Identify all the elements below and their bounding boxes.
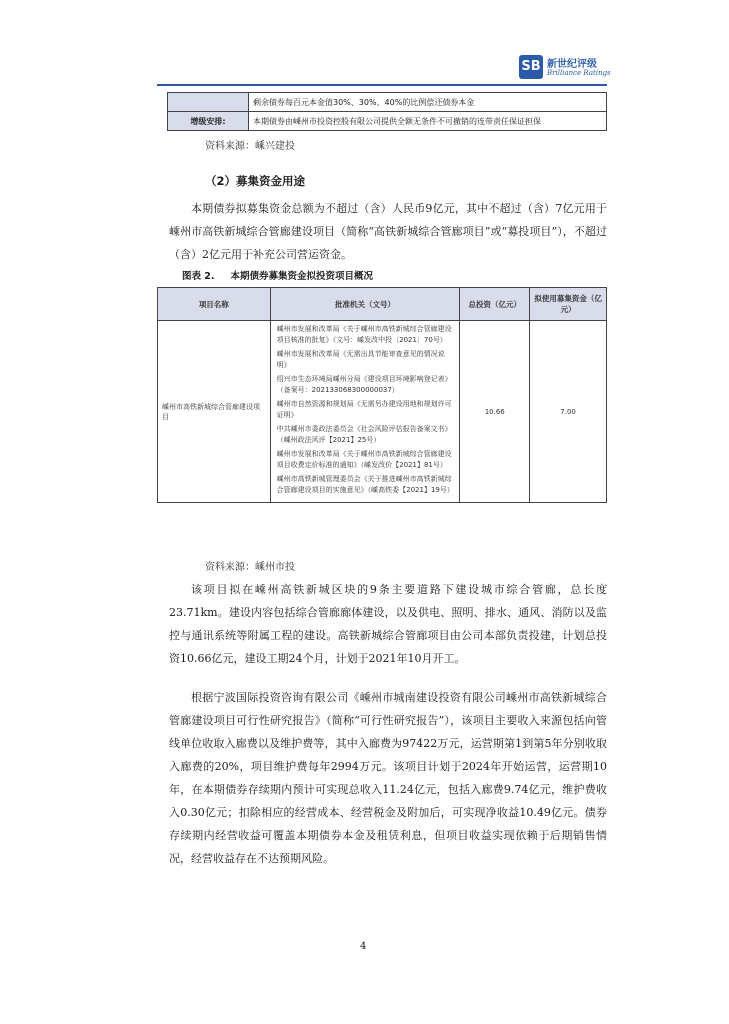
row-value: 本期债券由嵊州市投资控股有限公司提供全额无条件不可撤销的连带责任保证担保	[249, 112, 607, 131]
table-header-row	[158, 288, 607, 321]
table-caption	[182, 268, 389, 282]
approval-item: 嵊州市高铁新城管理委员会《关于推进嵊州市高铁新城综合管廊建设项目的实施意见》（嵊高铁委【2021】19号）	[276, 475, 454, 494]
header-rule	[157, 84, 607, 86]
raised-funds-cell: 7.00	[530, 321, 607, 503]
approval-item: 嵊州市发展和改革局《关于嵊州市高铁新城综合管廊建设项目收费定价标准的通知》（嵊发改价【2021】81号）	[276, 450, 452, 469]
caption-title: 本期债券募集资金拟投资项目概况	[230, 271, 374, 282]
source-note: 资料来源：嵊州市投	[205, 562, 295, 573]
investment-project-table	[157, 287, 607, 503]
column-header: 批准机关（文号）	[270, 288, 460, 321]
approval-item: 绍兴市生态环境局嵊州分局《建设项目环境影响登记表》（备案号：202133068300000037）	[276, 375, 452, 394]
approval-item: 嵊州市发展和改革局《无需出具节能审查意见的情况说明》	[276, 350, 445, 369]
column-header: 拟使用募集资金（亿元）	[530, 288, 607, 321]
section-heading: （2）募集资金用途	[205, 174, 306, 188]
caption-number: 图表 2.	[182, 271, 215, 282]
row-label: 增级安排:	[168, 112, 249, 131]
row-label	[168, 93, 249, 112]
table-row	[168, 93, 607, 112]
row-value: 剩余债券每百元本金值30%、30%、40%的比例偿还债券本金	[249, 93, 607, 112]
total-investment-cell: 10.66	[460, 321, 530, 503]
approval-item: 嵊州市自然资源和规划局《无需另办建设用地和规划许可证明》	[276, 400, 452, 419]
page-number: 4	[360, 941, 367, 952]
bond-terms-table	[167, 92, 607, 131]
brand-logo	[519, 53, 609, 87]
logo-subtitle: Brilliance Ratings	[547, 69, 611, 77]
approval-item: 中共嵊州市委政法委员会《社会风险评估报告备案文书》（嵊州政法风评【2021】25号）	[276, 425, 452, 444]
table-row	[158, 321, 607, 503]
table-row	[168, 112, 607, 131]
column-header: 总投资（亿元）	[460, 288, 530, 321]
project-name-cell: 嵊州市高铁新城综合管廊建设项目	[158, 321, 271, 503]
logo-text: 新世纪评级	[547, 59, 597, 70]
source-note: 资料来源：嵊兴建投	[205, 141, 295, 152]
approval-item: 嵊州市发展和改革局《关于嵊州市高铁新城综合管廊建设项目核准的批复》（文号：嵊发改中投〔2021〕70号）	[276, 325, 452, 344]
paragraph-project-description: 该项目拟在嵊州高铁新城区块的9条主要道路下建设城市综合管廊，总长度23.71km。建设内容包括综合管廊廊体建设，以及供电、照明、排水、通风、消防以及监控与通讯系统等附属工程的建设。高铁新城综合管廊项目由公司本部负责投建，计划总投资10.66亿元，建设工期24个月，计划于2021年10月开工。	[169, 583, 607, 665]
column-header: 项目名称	[158, 288, 271, 321]
approvals-cell	[270, 321, 460, 503]
paragraph-fund-usage: 本期债券拟募集资金总额为不超过（含）人民币9亿元，其中不超过（含）7亿元用于嵊州市高铁新城综合管廊建设项目（简称“高铁新城综合管廊项目”或“募投项目”），不超过（含）2亿元用于补充公司营运资金。	[169, 202, 607, 261]
logo-mark-icon: SB	[519, 55, 543, 79]
paragraph-feasibility: 根据宁波国际投资咨询有限公司《嵊州市城南建设投资有限公司嵊州市高铁新城综合管廊建设项目可行性研究报告》（简称“可行性研究报告”），该项目主要收入来源包括向管线单位收取入廊费以及维护费等，其中入廊费为97422万元，运营期第1到第5年分别收取入廊费的20%，项目维护费每年2994万元。该项目计划于2024年开始运营，运营期10年，在本期债券存续期内预计可实现总收入11.24亿元，包括入廊费9.74亿元，维护费收入0.30亿元；扣除相应的经营成本、经营税金及附加后，可实现净收益10.49亿元。债券存续期内经营收益可覆盖本期债券本金及租赁利息，但项目收益实现依赖于后期销售情况，经营收益存在不达预期风险。	[169, 691, 607, 865]
